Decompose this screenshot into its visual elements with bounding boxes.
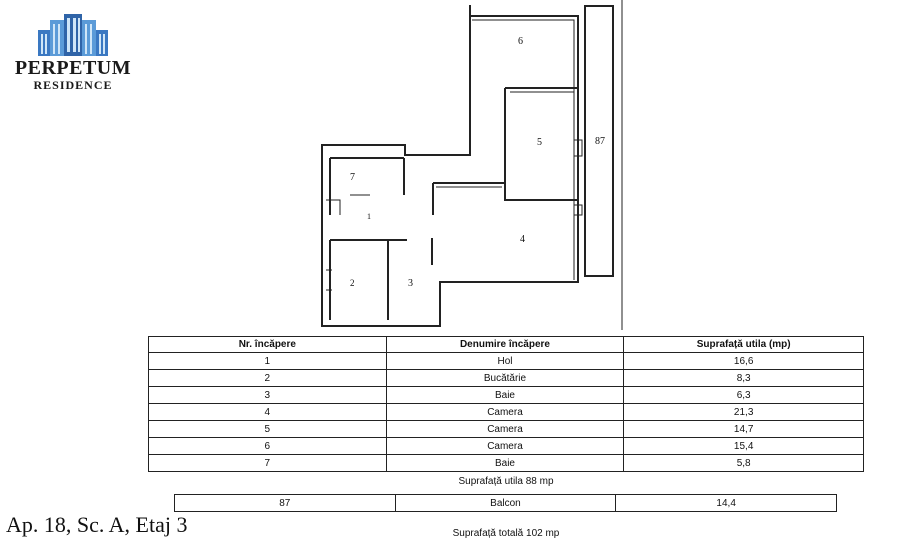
table-cell: 2 bbox=[149, 370, 387, 387]
table-row bbox=[149, 387, 864, 404]
table-cell: 14,7 bbox=[624, 421, 864, 438]
outer-wall bbox=[322, 5, 578, 326]
floor-plan bbox=[300, 0, 630, 334]
table-cell: 5 bbox=[149, 421, 387, 438]
table-cell: Bucătărie bbox=[386, 370, 624, 387]
table-cell: Hol bbox=[386, 353, 624, 370]
table-header-cell: Nr. încăpere bbox=[149, 337, 387, 353]
room-7-walls bbox=[330, 158, 404, 215]
table-cell: Camera bbox=[386, 404, 624, 421]
table-header-cell: Denumire încăpere bbox=[386, 337, 624, 353]
table-cell: Camera bbox=[386, 438, 624, 455]
table-cell: Camera bbox=[386, 421, 624, 438]
table-cell: 6,3 bbox=[624, 387, 864, 404]
room-label-3: 3 bbox=[408, 278, 413, 289]
buildings-icon bbox=[36, 14, 110, 56]
apartment-title: Ap. 18, Sc. A, Etaj 3 bbox=[6, 512, 188, 537]
table-row bbox=[149, 421, 864, 438]
table-cell: 1 bbox=[149, 353, 387, 370]
room-label-4: 4 bbox=[520, 234, 525, 245]
room-label-6: 6 bbox=[518, 36, 523, 47]
brand-logo bbox=[8, 14, 138, 92]
room-label-2: 2 bbox=[350, 278, 355, 288]
table-cell: 6 bbox=[149, 438, 387, 455]
table-row bbox=[149, 455, 864, 472]
brand-subtitle: RESIDENCE bbox=[33, 78, 113, 92]
total-area: Suprafață totală 102 mp bbox=[452, 528, 560, 539]
table-row bbox=[149, 404, 864, 421]
room-4-walls bbox=[433, 183, 505, 215]
table-header-cell: Suprafață utila (mp) bbox=[624, 337, 864, 353]
table-row bbox=[149, 370, 864, 387]
table-row bbox=[149, 438, 864, 455]
table-cell: 87 bbox=[175, 495, 396, 512]
table-cell: 14,4 bbox=[616, 495, 837, 512]
table-header-row bbox=[149, 337, 864, 353]
useful-area-total: Suprafață utila 88 mp bbox=[458, 476, 554, 487]
table-cell: Baie bbox=[386, 455, 624, 472]
table-row bbox=[149, 353, 864, 370]
table-cell: 3 bbox=[149, 387, 387, 404]
table-cell: 8,3 bbox=[624, 370, 864, 387]
room-label-7: 7 bbox=[350, 172, 355, 183]
table-cell: 21,3 bbox=[624, 404, 864, 421]
rooms-table bbox=[148, 336, 864, 472]
room-label-5: 5 bbox=[537, 137, 542, 148]
room-label-balcony: 87 bbox=[595, 136, 605, 147]
balcony-table bbox=[174, 494, 837, 512]
room-label-1: 1 bbox=[367, 212, 371, 221]
table-cell: Balcon bbox=[395, 495, 616, 512]
table-cell: 15,4 bbox=[624, 438, 864, 455]
table-row bbox=[175, 495, 837, 512]
brand-name: PERPETUM bbox=[14, 57, 132, 79]
table-cell: 16,6 bbox=[624, 353, 864, 370]
room-2-3-walls bbox=[330, 240, 407, 320]
table-cell: 4 bbox=[149, 404, 387, 421]
table-cell: Baie bbox=[386, 387, 624, 404]
table-cell: 7 bbox=[149, 455, 387, 472]
table-cell: 5,8 bbox=[624, 455, 864, 472]
